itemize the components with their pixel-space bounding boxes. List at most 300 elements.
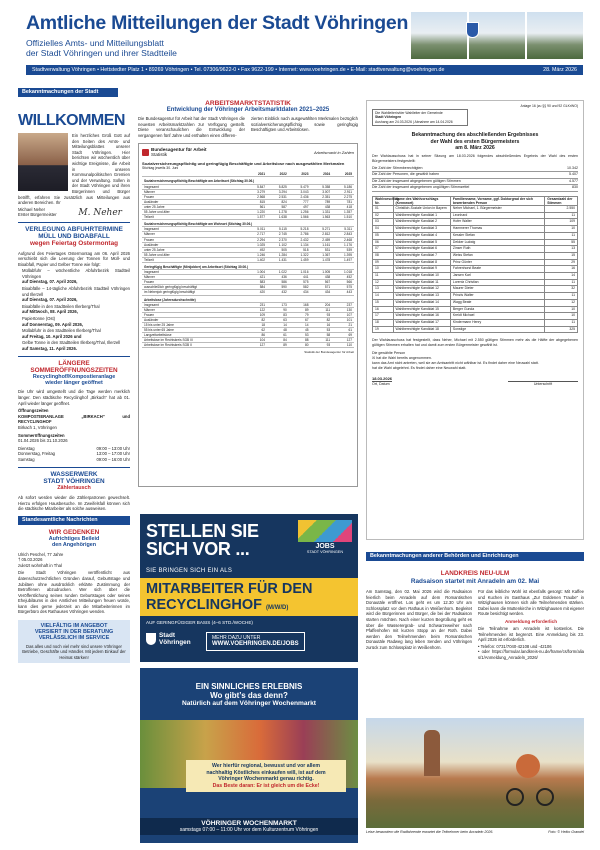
labour-cell: 89 <box>289 307 311 312</box>
waste-item-text: Müllabfuhr – wöchentliche Abfuhrbezirk Stadtteil Vöhringen <box>22 268 130 279</box>
labour-row-label: Ausländer <box>142 242 245 247</box>
election-cell-nr: 18 <box>373 319 394 326</box>
labour-row-label: ausschließlich geringfügig beschäftigt <box>142 285 245 290</box>
hours-day: Donnerstag, Freitag <box>18 451 56 457</box>
labour-cell: 539 <box>332 247 354 252</box>
shop-box <box>18 620 130 663</box>
job-suffix: (M/W/D) <box>266 605 289 611</box>
labour-row-label: Männer <box>142 232 245 237</box>
labour-cell: 582 <box>289 285 311 290</box>
labour-cell: 1.134 <box>289 242 311 247</box>
labour-cell: 584 <box>245 285 267 290</box>
labour-cell: 5.311 <box>332 227 354 232</box>
labour-cell: 1.431 <box>267 257 289 262</box>
jobs-brand-sub: STADT VÖHRINGEN <box>306 550 344 554</box>
labour-row-label: Männer <box>142 275 245 280</box>
election-cell-votes: 16 <box>545 266 578 273</box>
labour-cell: 777 <box>289 199 311 204</box>
election-cell-party: Christlich-Soziale Union in Bayern <box>393 206 450 213</box>
election-row <box>373 306 578 313</box>
labour-cell: 204 <box>310 302 332 307</box>
labour-cell: 2.370 <box>267 237 289 242</box>
election-row <box>373 266 578 273</box>
page-title: Amtliche Mitteilungen der Stadt Vöhringen <box>26 12 409 34</box>
waste-item-text: Bioabfälle in den Stadtteilen Illerberg/Thal <box>22 303 100 309</box>
labour-cell: 45 <box>289 328 311 333</box>
city-logo-icon <box>146 633 156 645</box>
bike-email[interactable]: https://formular.landkreis-nu.de/frame/cs/form/alias/1/Anmeldung_Anradeln_2026/ <box>478 649 584 660</box>
labour-cell: 2.436 <box>289 194 311 199</box>
waste-item-text: Gelbe Tonne in den Stadtteilen Illerberg/Thal, Illerzell <box>22 340 121 346</box>
election-row <box>373 239 578 246</box>
labour-row-label: Männer <box>142 307 245 312</box>
labour-cell: 2.351 <box>310 194 332 199</box>
labour-cell: 53 <box>289 333 311 338</box>
bike-tel[interactable]: 0731/7040-42108 und -42106 <box>496 643 552 649</box>
labour-cell: 518 <box>289 247 311 252</box>
labour-cell: 93 <box>310 343 332 348</box>
election-cell-nr: 08 <box>373 252 394 259</box>
election-row <box>373 219 578 226</box>
waste-item-date: auf Freitag, 10. April 2026 und <box>22 333 82 339</box>
welcome-title: WILLKOMMEN <box>18 112 125 129</box>
summer-title-3: Recyclinghof/Kompostieranlage <box>32 374 116 381</box>
waste-item <box>18 286 130 303</box>
labour-row-label: Ausländer <box>142 199 245 204</box>
labour-cell: 2.531 <box>267 194 289 199</box>
labour-cell: 1.331 <box>310 210 332 215</box>
election-cell-nr: 03 <box>373 219 394 226</box>
labour-row-label: 55 Jahre und älter <box>142 210 245 215</box>
election-cell-nr: 17 <box>373 313 394 320</box>
labour-cell: 14 <box>289 323 311 328</box>
election-cell-cand: Berger Gunda <box>450 306 544 313</box>
labour-cell: 231 <box>245 302 267 307</box>
labour-cell: 1.016 <box>289 270 311 275</box>
waste-item-date: auf Dienstag, 07. April 2026, <box>22 297 78 303</box>
summer-title-2: SOMMERÖFFNUNGSZEITEN <box>30 366 118 374</box>
election-cell-party: Wahlberechtigte Kandidat 10 <box>393 273 450 280</box>
election-stat-value: 5.407 <box>569 172 578 177</box>
labour-cell: 1.566 <box>289 215 311 220</box>
election-stat-label: Die Zahl der insgesamt abgegebenen ungültigen Stimmzettel <box>372 185 470 190</box>
labour-cell: 1.018 <box>332 270 354 275</box>
water-title-2: STADT VÖHRINGEN <box>43 477 105 485</box>
labour-cell: 1.005 <box>310 270 332 275</box>
labour-cell: 1.402 <box>245 257 267 262</box>
election-row <box>373 226 578 233</box>
waste-item-text: Müllabfuhr in den Stadtteilen Illerberg/Thal <box>22 328 101 334</box>
labour-cell: 127 <box>332 338 354 343</box>
election-cell-cand: Hofer Walter <box>450 219 544 226</box>
labour-cell: 2.745 <box>267 232 289 237</box>
bike-credit: Foto: © Heiko Grandel <box>548 830 584 834</box>
labour-cell: 2.911 <box>332 189 354 194</box>
labour-cell: 590 <box>267 285 289 290</box>
election-cell-votes: 109 <box>545 219 578 226</box>
election-cell-party: Wahlberechtigte Kandidat 4 <box>393 232 450 239</box>
labour-cell: 1.022 <box>267 270 289 275</box>
hours-list <box>18 446 130 463</box>
election-cell-nr: 09 <box>373 259 394 266</box>
election-cell-votes: 29 <box>545 259 578 266</box>
election-row <box>373 293 578 300</box>
labour-cell: 109 <box>245 312 267 317</box>
election-accept-3: hat die Wahl abgelehnt. Es findet daher eine Neuwahl statt. <box>372 366 467 371</box>
section-bar-city: Bekanntmachungen der Stadt <box>18 88 118 97</box>
election-cell-votes: 11 <box>545 319 578 326</box>
registry-text: Die Stadt Vöhringen veröffentlicht aus datenschutzrechtlichen Gründen darauf, Geburtstage und Jubiläen ohne ausdrücklich erklärte Zustimmung der Betroffenen abzudrucken. Wer sich über die Veröffentlichung seines runden Geburtstages oder seines Ehejubiläums in den Amtlichen Mitteilungen freuen würde, kann dies gerne jederzeit an die Mitarbeiterinnen im Bürgerbüro des Rathauses Vöhringen wenden. <box>18 570 130 615</box>
labour-subtitle: Entwicklung der Vöhringer Arbeitsmarktdaten 2021–2025 <box>166 107 330 113</box>
market-title-2: Wo gibt’s das denn? <box>210 691 288 700</box>
jobs-brand: JOBS <box>315 543 335 550</box>
labour-cell: 583 <box>245 280 267 285</box>
labour-cell: 82 <box>245 317 267 322</box>
labour-cell: 3.043 <box>289 189 311 194</box>
job-title: MITARBEITER FÜR DEN <box>146 581 313 597</box>
page-subtitle: Offizielles Amts- und Mitteilungsblatt <box>26 38 164 48</box>
registry-title-2: Aufrichtiges Beileid <box>48 536 100 543</box>
labour-year: 2023 <box>289 172 311 177</box>
labour-cell: 586 <box>267 280 289 285</box>
election-row <box>373 246 578 253</box>
labour-cell: 69 <box>332 333 354 338</box>
waste-item-date: auf Samstag, 11. April 2026. <box>22 346 78 352</box>
section-bar-other: Bekanntmachungen anderer Behörden und Einrichtungen <box>366 552 584 561</box>
labour-group-row <box>142 177 354 184</box>
labour-data-row <box>142 343 354 348</box>
waste-item <box>18 316 130 327</box>
election-header-row <box>373 197 578 206</box>
election-cell-nr: 07 <box>373 246 394 253</box>
waste-title: VERLEGUNG ABFUHRTERMINE <box>25 225 123 233</box>
election-cell-party: Wahlberechtigte Kandidat 1 <box>393 212 450 219</box>
election-cell-cand: Maurer Dieter <box>450 286 544 293</box>
labour-cell: 441 <box>289 275 311 280</box>
market-footer: VÖHRINGER WOCHENMARKT <box>201 820 297 827</box>
labour-cell: 107 <box>332 312 354 317</box>
labour-cell: 1.284 <box>267 252 289 257</box>
labour-cell: 2.432 <box>289 237 311 242</box>
labour-cell: 2.568 <box>245 194 267 199</box>
labour-cell: 61 <box>332 328 354 333</box>
summer-period: 01.04.2026 bis 31.10.2026 <box>18 438 68 444</box>
cyclist-shape <box>516 754 540 778</box>
labour-cell: 127 <box>245 343 267 348</box>
election-cell-cand: Neher Michael, 1. Bürgermeister <box>450 206 544 213</box>
labour-cell: 111 <box>310 338 332 343</box>
election-stat-row <box>372 185 578 192</box>
election-cell-nr: 06 <box>373 239 394 246</box>
election-stat-value: 4.577 <box>569 178 578 183</box>
labour-cell: 2.275 <box>332 194 354 199</box>
waste-title-2: MÜLL UND BIOABFALL <box>38 233 110 241</box>
labour-cell: 1.161 <box>310 242 332 247</box>
section-bar-registry: Standesamtliche Nachrichten <box>18 516 130 525</box>
election-title: Bekanntmachung des abschließenden Ergebnisses <box>411 132 539 139</box>
summer-title-4: wieder länger geöffnet <box>45 380 103 387</box>
labour-cell: 89 <box>267 343 289 348</box>
waste-item <box>18 328 130 339</box>
election-row <box>373 232 578 239</box>
labour-cell: 5.847 <box>245 184 267 189</box>
waste-item <box>18 304 130 315</box>
election-row <box>373 259 578 266</box>
shop-text: Das alles und noch viel mehr sind unsere Vöhringer Betriebe, Geschäfte und Händler. Mit jedem Einkauf der Heimat stärken! <box>22 643 126 660</box>
waste-item <box>18 268 130 285</box>
labour-cell: 168 <box>289 302 311 307</box>
labour-year: 2024 <box>310 172 332 177</box>
labour-cell: 2.468 <box>332 237 354 242</box>
market-title: EIN SINNLICHES ERLEBNIS <box>195 682 303 691</box>
election-header-cell: Gesamtzahl der Stimmen <box>545 197 578 206</box>
labour-cell: 82 <box>310 317 332 322</box>
election-cell-votes: 55 <box>545 239 578 246</box>
labour-cell: 789 <box>310 199 332 204</box>
labour-cell: 1.176 <box>332 242 354 247</box>
labour-cell: 16 <box>310 323 332 328</box>
election-cell-party: Wahlberechtigte Kandidat 14 <box>393 299 450 306</box>
labour-cell: 5.825 <box>267 184 289 189</box>
election-results-table <box>372 196 578 333</box>
labour-cell: 104 <box>245 338 267 343</box>
job-url[interactable]: WWW.VOEHRINGEN.DE/JOBS <box>212 641 299 648</box>
labour-cell: 83 <box>267 312 289 317</box>
labour-cell: 575 <box>289 280 311 285</box>
page-subtitle-2: der Stadt Vöhringen und ihrer Stadtteile <box>26 48 177 58</box>
election-cell-votes: 325 <box>545 326 578 333</box>
election-stat-label: Die Zahl der insgesamt abgegebenen gültigen Stimmen <box>372 178 461 183</box>
labour-cell: 1.563 <box>310 215 332 220</box>
labour-cell: 5.479 <box>289 184 311 189</box>
election-annex: Anlage 16 (zu §§ 90 und 92 GLKrWO) <box>520 104 578 108</box>
registry-entry: Ulrich Peschel, 77 Jahre <box>18 551 64 557</box>
bike-tel-label: Telefon: <box>480 643 496 649</box>
labour-cell: 2.812 <box>310 232 332 237</box>
city-logo-text: Stadt <box>159 632 175 639</box>
waste-item-date: auf Donnerstag, 09. April 2026, <box>22 321 84 327</box>
labour-cell: 531 <box>310 247 332 252</box>
bike-article: LANDKREIS NEU-ULM Radsaison startet mit Anradeln am 02. Mai Am Samstag, den 02. Mai 2026 wird die Radsaison feierlich beim Anradeln auf dem Romantischen Donautäle eröffnet. Los geht es um 12.30 Uhr am Schlossplatz vor dem Rathaus in Weißenhorn. Begleitet wird die Bürgerinnen und Bürger, die bei der Radsaison starten möchten. Nach einer kurzen Begrüßung geht es über die Wasserergrab- und Schwarzeweiher nach Pfaffenhofen mit kurzen Stopp an der Roth. Dabei werden den Teilnehmenden beim Romantischen Donautäle Radweg lang leben Senden und Vöhringen zurück zum Schlossplatz in Weißenhorn. Für das leibliche Wohl ist ebenfalls gesorgt: Mit Kaffee und Kuchen im Gasthaus „Zur Goldenen Traube“ in Witzighausen können sich alle Teilnehmenden stärken. Dabei kann die Muttenkirche in Witzighausen mit eigener Route besichtigt werden. Anmeldung erforderlich Die Teilnahme am Anradeln ist kostenlos. Die Teilnehmenden ist begrenzt. Eine Anmeldung bis 23. April 2026 ist erforderlich. • Telefon: 0731/7040-42108 und -42106 • oder https://formular.landkreis-nu.de/frame/cs/form/alias/1/Anmeldung_Anradeln_2026/ <box>366 570 584 660</box>
labour-cell: 5.186 <box>332 184 354 189</box>
election-cell-party: Wahlberechtigte Kandidat 8 <box>393 259 450 266</box>
labour-cell: 1.497 <box>332 257 354 262</box>
labour-cell: 111 <box>310 307 332 312</box>
bike-photo <box>366 718 584 828</box>
labour-cell: 438 <box>310 204 332 209</box>
bike-wheel-shape <box>506 788 524 806</box>
election-stat-label: Die Zahl der Stimmberechtigten <box>372 165 423 170</box>
market-box-text-3: Vöhringer Wochenmarkt genau richtig. <box>218 776 314 783</box>
labour-row-label: Teilzeit <box>142 215 245 220</box>
election-result: Der Wahlausschuss hat festgestellt, dass Neher, Michael mit 2.550 gültigen Stimmen mehr als die Hälfte der abgegebenen gültigen Stimmen erhalten hat und damit zum ersten Bürgermeister gewählt ist. <box>372 338 578 347</box>
summer-title: LÄNGERE <box>58 359 90 367</box>
labour-row-label: im Nebenjob geringfügig beschäftigt <box>142 290 245 295</box>
labour-cell: 571 <box>310 285 332 290</box>
labour-cell: 53 <box>310 328 332 333</box>
labour-cell: 3.294 <box>267 189 289 194</box>
election-row <box>373 279 578 286</box>
market-title-3: Natürlich auf dem Vöhringer Wochenmarkt <box>182 700 316 707</box>
election-stat-label: Die Zahl der Personen, die gewählt haben <box>372 172 440 177</box>
labour-row-label: 55 bis unter 65 Jahre <box>142 328 245 333</box>
labour-cell: 443 <box>332 290 354 295</box>
labour-group-title: Sozialversicherungspflichtig Beschäftigte am Wohnort (Stichtag 30.06.) <box>142 220 354 227</box>
water-title: WASSERWERK <box>50 470 98 478</box>
election-cell-votes: 2.550 <box>545 206 578 213</box>
labour-text-right: zierten Einblick nach ausgewählten Merkmalen bezüglich sozialversicherungspflichtig sowie geringfügig Beschäftigten und Arbeitslosen. <box>251 116 358 133</box>
waste-item-date: auf Dienstag, 07. April 2026, <box>22 279 78 285</box>
labour-cell: 824 <box>267 199 289 204</box>
city-logo-text-2: Vöhringen <box>159 639 191 646</box>
election-cell-party: Wahlberechtigte Kandidat 6 <box>393 246 450 253</box>
labour-cell: 1.478 <box>310 257 332 262</box>
labour-cell: 5.218 <box>289 227 311 232</box>
labour-row-label: Teilzeit <box>142 257 245 262</box>
labour-group-title: Geringfügig Beschäftigte (Minijobber) am Arbeitsort (Stichtag 30.06.) <box>142 262 354 269</box>
registry-entry-date: † 05.03.2026 <box>18 557 43 563</box>
labour-cell: 434 <box>289 290 311 295</box>
election-stats <box>372 166 578 192</box>
labour-cell: 1.246 <box>245 252 267 257</box>
labour-cell: 432 <box>267 290 289 295</box>
job-title-2: RECYCLINGHOF <box>146 597 262 613</box>
labour-cell: 2.786 <box>289 232 311 237</box>
labour-row-label: Insgesamt <box>142 227 245 232</box>
header-photos <box>411 12 583 59</box>
summer-period-label: Sommeröffnungszeiten <box>18 432 65 438</box>
labour-cell: 110 <box>332 343 354 348</box>
election-cell-nr: 01 <box>373 206 394 213</box>
labour-cell: 434 <box>310 290 332 295</box>
labour-cell: 130 <box>332 307 354 312</box>
election-accept-2: kann das Amt nicht antreten, weil sie am Amtsantritt nicht wählbar ist. Es findet daher eine Neuwahl statt. <box>372 360 539 365</box>
agency-name: Bundesagentur für Arbeit <box>151 147 207 153</box>
labour-row-label: unter 25 Jahre <box>142 247 245 252</box>
election-cell-cand: Leonhard <box>450 212 544 219</box>
election-cell-party: Wahlberechtigte Kandidat 17 <box>393 319 450 326</box>
issue-date: 28. März 2026 <box>543 67 577 73</box>
shop-title-2: VERSIERT IN DER BERATUNG <box>34 629 114 636</box>
election-cell-votes: 11 <box>545 279 578 286</box>
labour-cell: 63 <box>267 317 289 322</box>
welcome-text: Ein herzliches Grüß Gott auf den Seiten des Amts- und Mitteilungsblattes unserer Stadt Vöhringen. Hier berichten wir wöchentlich über wichtige Ereignisse, die Arbeit in unseren Kommunalpolitischen Gremien und der Verwaltung. Sollen in der Stadt Vöhringen und ihren Bürgerinnen und Bürger betrifft, erfahren Sie zusätzlich aus Mitteilungen aus anderen Bereichen. Ihr <box>18 133 130 206</box>
jobs-logo-icon <box>298 520 352 542</box>
election-cell-votes: 15 <box>545 252 578 259</box>
election-row <box>373 206 578 213</box>
election-cell-nr: 10 <box>373 266 394 273</box>
mayor-portrait <box>18 133 68 191</box>
waste-item-text: Papiertonne (Ost) <box>22 316 56 322</box>
waste-item-date: auf Mittwoch, 08. April 2026, <box>22 309 78 315</box>
labour-cell: 93 <box>310 312 332 317</box>
bike-text-left: Am Samstag, den 02. Mai 2026 wird die Radsaison feierlich beim Anradeln auf dem Romantischen Donautäle eröffnet. Los geht es um 12.30 Uhr am Schlossplatz vor dem Rathaus in Weißenhorn. Begleitet wird die Bürgerinnen und Bürger, die bei der Radsaison starten möchten. Nach einer kurzen Begrüßung geht es über die Wasserergrab- und Schwarzeweiher nach Pfaffenhofen mit kurzen Stopp an der Roth. Dabei werden den Teilnehmenden beim Romantischen Donautäle Radweg lang leben Senden und Vöhringen zurück zum Schlossplatz in Weißenhorn. <box>366 589 472 650</box>
labour-row-label: 15 bis unter 25 Jahre <box>142 323 245 328</box>
labour-cell: 84 <box>267 338 289 343</box>
election-stat-value: 10.342 <box>567 165 578 170</box>
election-cell-party: Wahlberechtigte Kandidat 7 <box>393 252 450 259</box>
labour-cell: 497 <box>289 204 311 209</box>
labour-cell: 452 <box>332 275 354 280</box>
election-cell-cand: Prinz Günter <box>450 259 544 266</box>
labour-cell: 1.220 <box>245 210 267 215</box>
labour-row-label: Frauen <box>142 237 245 242</box>
market-advert <box>140 668 358 843</box>
labour-cell: 5.011 <box>245 227 267 232</box>
labour-cell: 79 <box>289 312 311 317</box>
election-cell-nr: 12 <box>373 279 394 286</box>
labour-cell: 101 <box>332 317 354 322</box>
registry-entry-place: zuletzt wohnhaft in Thal <box>18 562 62 568</box>
hours-time: 13:00 – 17:00 Uhr <box>96 451 130 457</box>
labour-cell: 418 <box>332 204 354 209</box>
labour-row-label: 55 Jahre und älter <box>142 252 245 257</box>
election-intro: Der Wahlausschuss hat in seiner Sitzung am 18.03.2026 folgendes abschließendes Ergebnis der Wahl des ersten Bürgermeisters festgestellt: <box>372 154 578 164</box>
summer-text: Die Uhr wird umgestellt und die Tage werden merklich länger. Den städtische Recyclinghof „Birkach“ hat ab 01. April wieder länger geöffnet. <box>18 389 130 406</box>
bike-reg-text: Die Teilnahme am Anradeln ist kostenlos. Die Teilnehmenden ist begrenzt. Eine Anmeldung bis 23. April 2026 ist erforderlich. <box>478 625 584 643</box>
waste-item <box>18 340 130 351</box>
bike-email-label: oder <box>481 649 490 655</box>
market-box-text: Wer hierfür regional, bewusst und vor allem <box>211 763 320 769</box>
labour-cell: 5.115 <box>267 227 289 232</box>
labour-row-label: Frauen <box>142 280 245 285</box>
labour-row-label: Insgesamt <box>142 302 245 307</box>
election-cell-votes: 10 <box>545 306 578 313</box>
labour-cell: 1.395 <box>332 252 354 257</box>
labour-cell: 436 <box>267 275 289 280</box>
labour-year: 2025 <box>332 172 354 177</box>
registry-title: WIR GEDENKEN <box>48 528 100 536</box>
election-cell-nr: 05 <box>373 232 394 239</box>
election-cell-cand: Dekker Ludwig <box>450 239 544 246</box>
labour-cell: 566 <box>332 280 354 285</box>
election-cell-cand: Jansen Karl <box>450 273 544 280</box>
labour-cell: 62 <box>245 328 267 333</box>
election-box-line-3: Aushang am 24.03.2026 | Abnahme am 14.04.2026 <box>375 119 453 124</box>
labour-group-row <box>142 220 354 227</box>
election-cell-nr: 11 <box>373 273 394 280</box>
election-cell-cand: Weiss Stefan <box>450 252 544 259</box>
labour-row-label: Frauen <box>142 194 245 199</box>
election-cell-cand: Kindermann Henry <box>450 319 544 326</box>
labour-cell: 1.638 <box>267 215 289 220</box>
election-cell-nr: 15 <box>373 299 394 306</box>
election-cell-party: Wahlberechtigte Kandidat 13 <box>393 293 450 300</box>
labour-row-label: Arbeitslose im Rechtskreis SGB III <box>142 338 245 343</box>
bike-title: Radsaison startet mit Anradeln am 02. Mai <box>410 578 540 585</box>
labour-cell: 1.025 <box>245 242 267 247</box>
election-cell-votes: 13 <box>545 246 578 253</box>
job-detail: AUF GERINGFÜGIGER BASIS (4–6 STD./WOCHE) <box>146 620 253 625</box>
waste-list <box>18 268 130 351</box>
election-cell-cand: Sonstige <box>450 326 544 333</box>
labour-statistics-sheet <box>138 143 358 487</box>
signer-role: Erster Bürgermeister <box>18 212 57 218</box>
election-cell-votes: 12 <box>545 299 578 306</box>
election-cell-nr: 16 <box>373 306 394 313</box>
mayor-signature: M. Neher <box>78 207 122 218</box>
labour-cell: 438 <box>310 275 332 280</box>
labour-cell: 1.459 <box>289 257 311 262</box>
labour-article <box>138 100 358 487</box>
labour-row-label: unter 25 Jahre <box>142 204 245 209</box>
labour-cell: 237 <box>332 302 354 307</box>
agency-right-label: Arbeitsmarkt in Zahlen <box>313 149 354 155</box>
agency-logo-icon <box>142 149 149 156</box>
labour-cell: 80 <box>289 343 311 348</box>
hours-day: Dienstag <box>18 445 35 451</box>
election-title-2: der Wahl des ersten Bürgermeisters <box>430 138 520 145</box>
